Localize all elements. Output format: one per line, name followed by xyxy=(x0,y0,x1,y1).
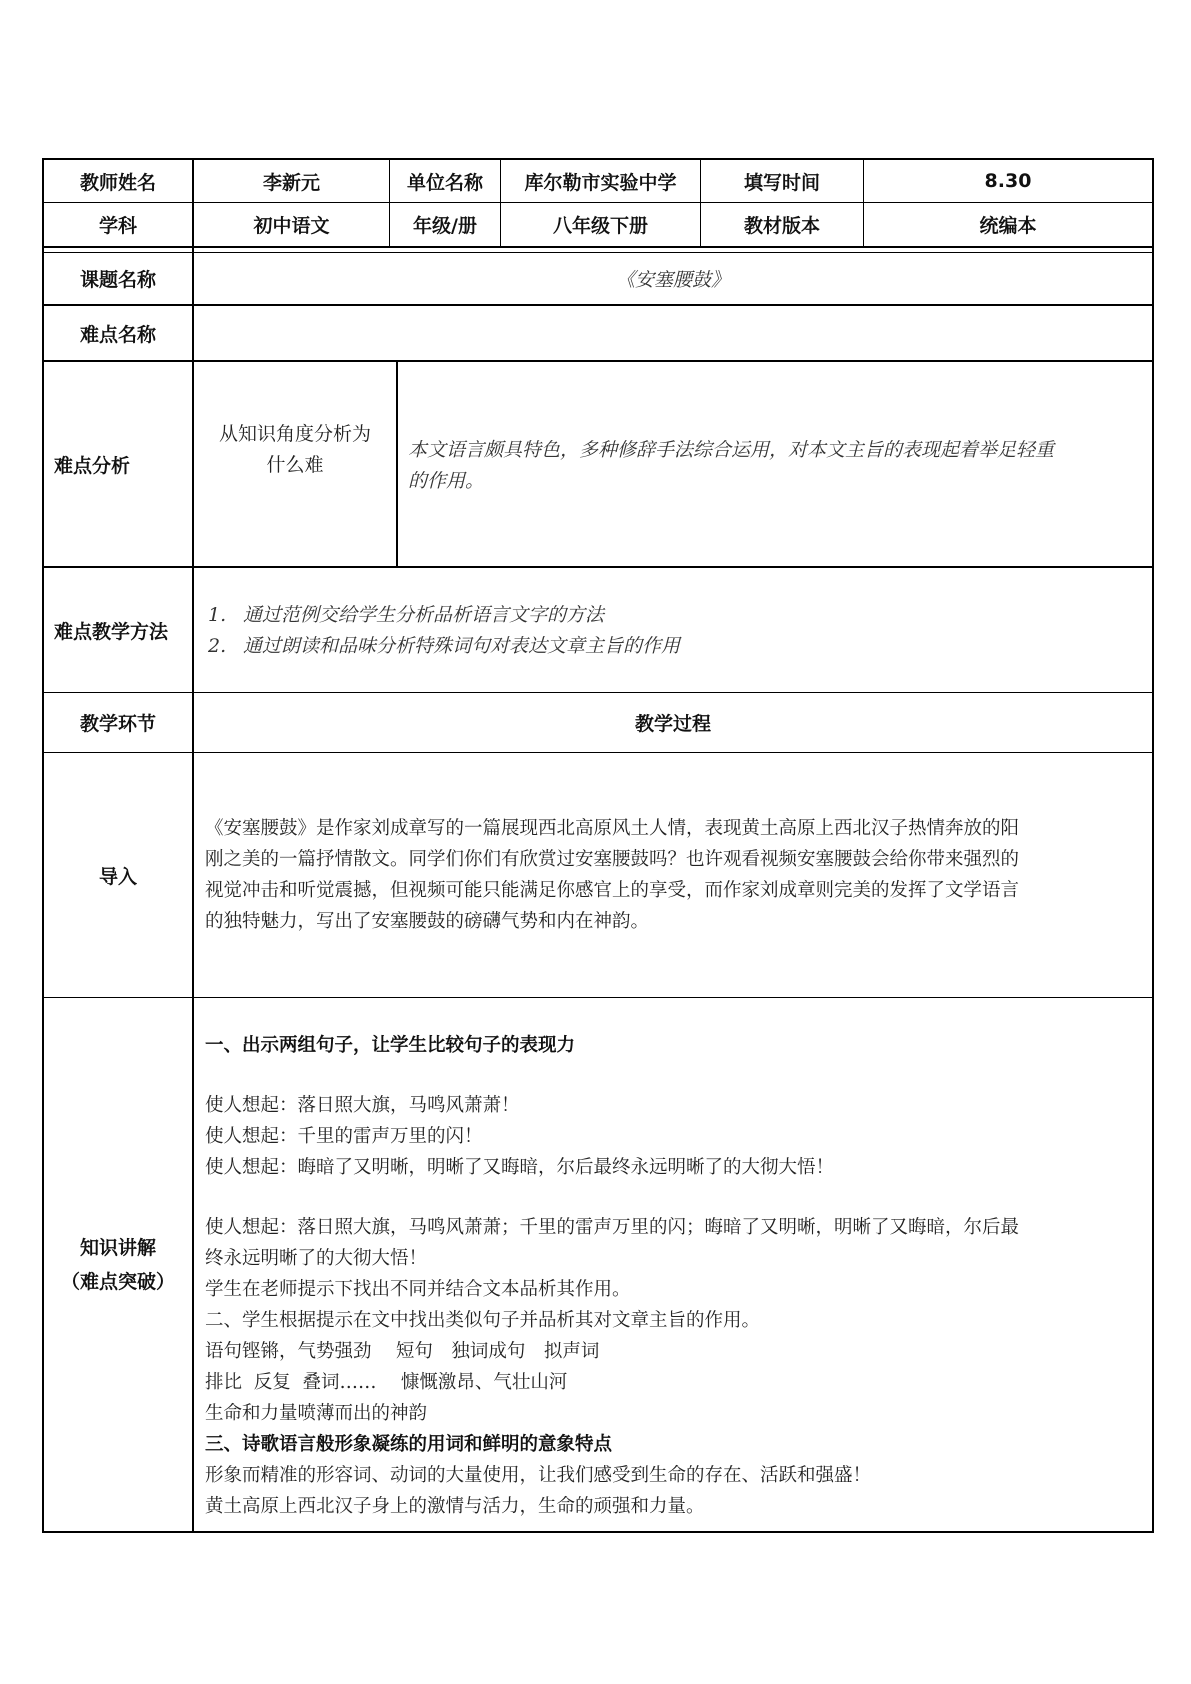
knowledge-line: 黄土高原上西北汉子身上的激情与活力，生命的顽强和力量。 xyxy=(205,1496,705,1517)
teaching-stage-label: 教学环节 xyxy=(79,713,156,735)
knowledge-heading: 一、出示两组句子，让学生比较句子的表现力 xyxy=(205,1035,576,1056)
analysis-text-line: 的作用。 xyxy=(408,470,485,492)
rule xyxy=(42,246,1154,248)
edition-value: 统编本 xyxy=(979,215,1037,237)
edition-label: 教材版本 xyxy=(743,215,820,237)
rule xyxy=(42,997,1154,998)
fill-date-label: 填写时间 xyxy=(743,171,820,194)
knowledge-line: 终永远明晰了的大彻大悟！ xyxy=(205,1248,428,1269)
rule xyxy=(42,752,1154,753)
intro-text xyxy=(205,813,1150,937)
intro-label: 导入 xyxy=(98,865,137,888)
difficulty-name-value xyxy=(194,306,1152,360)
analysis-sub-label-line: 什么难 xyxy=(266,454,324,476)
analysis-sub-label-line: 从知识角度分析为 xyxy=(218,423,371,445)
subject-value: 初中语文 xyxy=(253,215,330,237)
knowledge-line: 语句铿锵，气势强劲 短句 独词成句 拟声词 xyxy=(205,1341,600,1362)
spacer xyxy=(205,1183,1150,1212)
knowledge-heading: 二、学生根据提示在文中找出类似句子并品析其对文章主旨的作用。 xyxy=(205,1310,761,1331)
topic-value: 《安塞腰鼓》 xyxy=(615,269,730,291)
grade-label: 年级/册 xyxy=(413,215,477,237)
fill-date-value: 8.30 xyxy=(984,170,1032,192)
rule xyxy=(42,566,1154,568)
knowledge-label-line: （难点突破） xyxy=(60,1270,175,1293)
difficulty-name-label: 难点名称 xyxy=(79,323,156,346)
method-item-text: 通过范例交给学生分析品析语言文字的方法 xyxy=(243,604,605,626)
knowledge-label-line: 知识讲解 xyxy=(79,1236,156,1259)
grade-value: 八年级下册 xyxy=(552,215,648,237)
difficulty-analysis-label: 难点分析 xyxy=(54,454,131,477)
teacher-name-value: 李新元 xyxy=(262,171,320,194)
teaching-process-label: 教学过程 xyxy=(634,713,711,735)
unit-name-label: 单位名称 xyxy=(406,171,483,194)
knowledge-content xyxy=(205,1030,1150,1522)
intro-line: 视觉冲击和听觉震撼，但视频可能只能满足你感官上的享受，而作家刘成章则完美的发挥了文学语言 xyxy=(205,880,1020,901)
knowledge-line: 形象而精准的形容词、动词的大量使用，让我们感受到生命的存在、活跃和强盛！ xyxy=(205,1465,872,1486)
method-item xyxy=(208,631,1138,662)
method-item xyxy=(208,600,1138,631)
teacher-name-label: 教师姓名 xyxy=(79,171,156,194)
method-item-text: 通过朗读和品味分析特殊词句对表达文章主旨的作用 xyxy=(243,635,681,657)
spacer xyxy=(205,1061,1150,1090)
knowledge-line: 使人想起：落日照大旗，马鸣风萧萧；千里的雷声万里的闪；晦暗了又明晰，明晰了又晦暗，尔后最 xyxy=(205,1217,1020,1238)
knowledge-line: 生命和力量喷薄而出的神韵 xyxy=(205,1403,428,1424)
teaching-method-label: 难点教学方法 xyxy=(54,620,169,643)
knowledge-line: 学生在老师提示下找出不同并结合文本品析其作用。 xyxy=(205,1279,631,1300)
unit-name-value: 库尔勒市实验中学 xyxy=(524,171,677,194)
analysis-text-line: 本文语言颇具特色，多种修辞手法综合运用，对本文主旨的表现起着举足轻重 xyxy=(408,439,1055,461)
subject-label: 学科 xyxy=(98,215,137,237)
knowledge-line: 使人想起：晦暗了又明晰，明晰了又晦暗，尔后最终永远明晰了的大彻大悟！ xyxy=(205,1157,835,1178)
knowledge-heading: 三、诗歌语言般形象凝练的用词和鲜明的意象特点 xyxy=(205,1434,613,1455)
intro-line: 刚之美的一篇抒情散文。同学们你们有欣赏过安塞腰鼓吗？也许观看视频安塞腰鼓会给你带来强烈的 xyxy=(205,849,1020,870)
topic-label: 课题名称 xyxy=(79,269,156,291)
analysis-text xyxy=(408,435,1148,497)
method-item-num: 1. xyxy=(208,604,227,626)
method-item-num: 2. xyxy=(208,635,227,657)
analysis-sub-label xyxy=(194,362,396,566)
intro-line: 《安塞腰鼓》是作家刘成章写的一篇展现西北高原风土人情，表现黄土高原上西北汉子热情奔放的阳 xyxy=(205,818,1020,839)
knowledge-line: 使人想起：落日照大旗，马鸣风萧萧！ xyxy=(205,1095,520,1116)
knowledge-line: 排比 反复 叠词…… 慷慨激昂、气壮山河 xyxy=(205,1372,568,1393)
knowledge-label xyxy=(44,998,192,1531)
rule xyxy=(396,360,398,567)
intro-line: 的独特魅力，写出了安塞腰鼓的磅礴气势和内在神韵。 xyxy=(205,911,650,932)
knowledge-line: 使人想起：千里的雷声万里的闪！ xyxy=(205,1126,483,1147)
teaching-method-list xyxy=(208,600,1138,662)
